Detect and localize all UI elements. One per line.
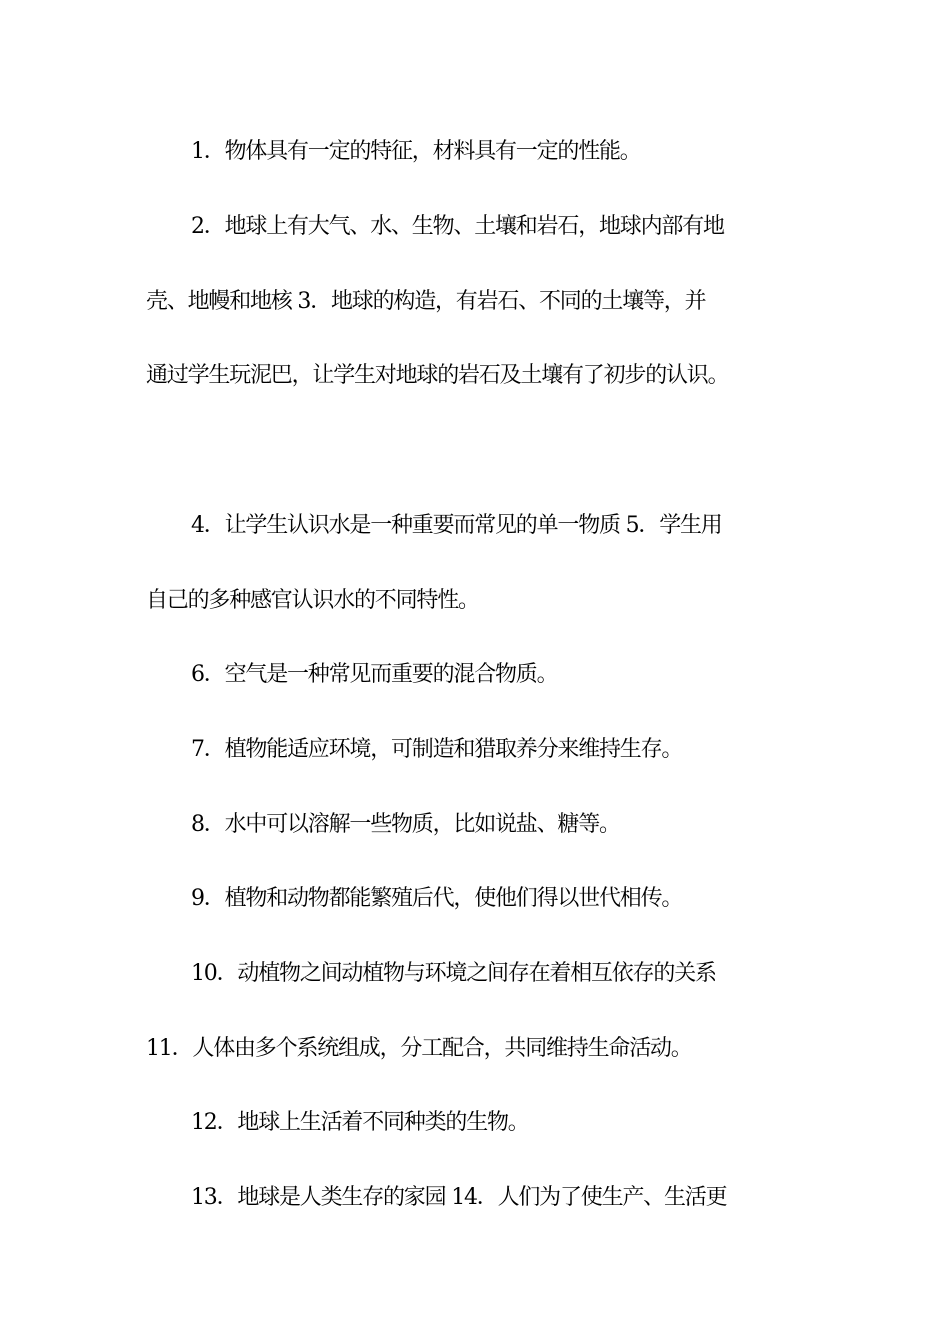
text-line: 壳、地幔和地核 3．地球的构造，有岩石、不同的土壤等，并 (146, 289, 706, 314)
text-line: 10．动植物之间动植物与环境之间存在着相互依存的关系 (191, 961, 716, 986)
text-line: 2．地球上有大气、水、生物、土壤和岩石，地球内部有地 (191, 214, 724, 239)
text-line: 4．让学生认识水是一种重要而常见的单一物质 5．学生用 (191, 513, 722, 538)
text-line: 8．水中可以溶解一些物质，比如说盐、糖等。 (191, 812, 620, 837)
text-line: 通过学生玩泥巴，让学生对地球的岩石及土壤有了初步的认识。 (146, 363, 729, 388)
text-line: 1．物体具有一定的特征，材料具有一定的性能。 (191, 139, 641, 164)
text-line: 7．植物能适应环境，可制造和猎取养分来维持生存。 (191, 737, 683, 762)
text-line: 12．地球上生活着不同种类的生物。 (191, 1110, 529, 1135)
text-line: 6．空气是一种常见而重要的混合物质。 (191, 662, 558, 687)
text-line: 9．植物和动物都能繁殖后代，使他们得以世代相传。 (191, 886, 683, 911)
text-line: 自己的多种感官认识水的不同特性。 (146, 588, 479, 613)
text-line: 13．地球是人类生存的家园 14．人们为了使生产、生活更 (191, 1185, 727, 1210)
text-line: 11．人体由多个系统组成，分工配合，共同维持生命活动。 (146, 1036, 692, 1061)
